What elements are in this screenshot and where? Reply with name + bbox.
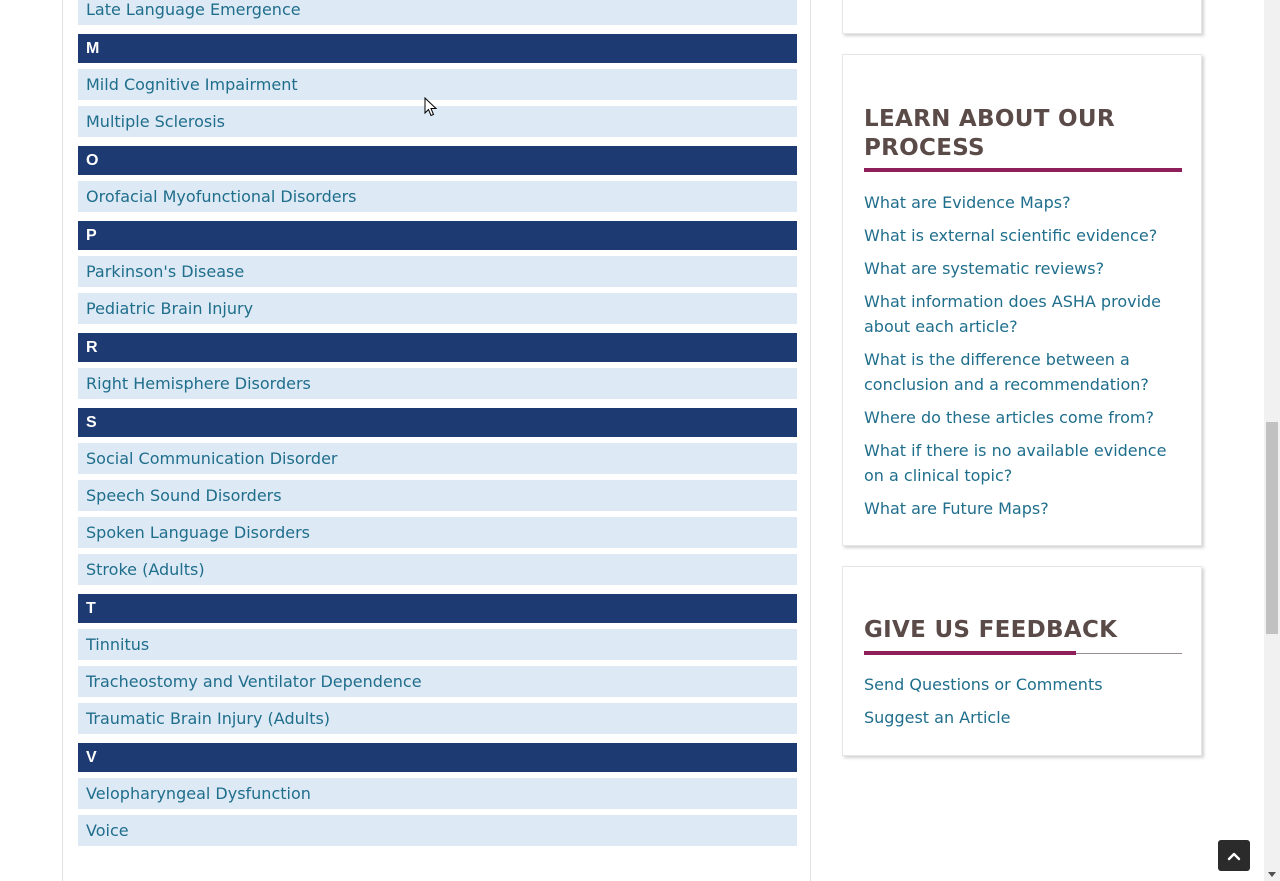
- chevron-up-icon: [1227, 851, 1241, 861]
- topic-link[interactable]: Right Hemisphere Disorders: [78, 368, 797, 399]
- feedback-panel-title: GIVE US FEEDBACK: [864, 617, 1118, 643]
- topic-link[interactable]: Mild Cognitive Impairment: [78, 69, 797, 100]
- topic-group: [78, 221, 797, 324]
- topic-link[interactable]: Parkinson's Disease: [78, 256, 797, 287]
- topic-link[interactable]: Voice: [78, 815, 797, 846]
- topic-group: [78, 146, 797, 212]
- topic-link[interactable]: Orofacial Myofunctional Disorders: [78, 181, 797, 212]
- learn-link[interactable]: What are Future Maps?: [864, 499, 1049, 518]
- letter-header: R: [78, 333, 797, 362]
- topic-link[interactable]: Late Language Emergence: [78, 0, 797, 25]
- page-scrollbar[interactable]: [1264, 0, 1280, 881]
- learn-link[interactable]: What are systematic reviews?: [864, 259, 1105, 278]
- letter-header: T: [78, 594, 797, 623]
- topic-link[interactable]: Tinnitus: [78, 629, 797, 660]
- learn-link[interactable]: What is external scientific evidence?: [864, 226, 1158, 245]
- learn-link[interactable]: What are Evidence Maps?: [864, 193, 1071, 212]
- topic-link[interactable]: Spoken Language Disorders: [78, 517, 797, 548]
- sidebar-panel-top: [842, 0, 1202, 34]
- topic-list: [78, 0, 797, 855]
- learn-link[interactable]: What is the difference between a conclusion and a recommendation?: [864, 350, 1149, 394]
- letter-header: V: [78, 743, 797, 772]
- topic-group: [78, 594, 797, 734]
- topic-link[interactable]: Pediatric Brain Injury: [78, 293, 797, 324]
- letter-header: O: [78, 146, 797, 175]
- topic-group: [78, 0, 797, 25]
- feedback-panel: [842, 566, 1202, 756]
- letter-header: S: [78, 408, 797, 437]
- topic-link[interactable]: Speech Sound Disorders: [78, 480, 797, 511]
- learn-panel-title: LEARN ABOUT OUR PROCESS: [864, 106, 1115, 161]
- topic-link[interactable]: Tracheostomy and Ventilator Dependence: [78, 666, 797, 697]
- learn-link[interactable]: What if there is no available evidence on a clinical topic?: [864, 441, 1167, 485]
- mouse-pointer-icon: [424, 97, 438, 117]
- scrollbar-thumb[interactable]: [1266, 422, 1278, 634]
- letter-header: P: [78, 221, 797, 250]
- learn-link-list: [864, 190, 1184, 529]
- learn-title-rule: [864, 168, 1182, 172]
- topic-group: [78, 34, 797, 137]
- feedback-link-list: [864, 672, 1184, 738]
- topic-link[interactable]: Velopharyngeal Dysfunction: [78, 778, 797, 809]
- topic-group: [78, 333, 797, 399]
- feedback-link[interactable]: Send Questions or Comments: [864, 675, 1103, 694]
- topic-group: [78, 743, 797, 846]
- topic-link[interactable]: Multiple Sclerosis: [78, 106, 797, 137]
- scroll-down-arrow-icon[interactable]: [1268, 872, 1276, 877]
- feedback-link[interactable]: Suggest an Article: [864, 708, 1011, 727]
- feedback-title-accent-rule: [864, 651, 1076, 655]
- learn-link[interactable]: Where do these articles come from?: [864, 408, 1154, 427]
- learn-link[interactable]: What information does ASHA provide about each article?: [864, 292, 1162, 336]
- topic-link[interactable]: Traumatic Brain Injury (Adults): [78, 703, 797, 734]
- topic-list-panel: [62, 0, 811, 881]
- back-to-top-button[interactable]: [1218, 840, 1250, 871]
- letter-header: M: [78, 34, 797, 63]
- topic-link[interactable]: Social Communication Disorder: [78, 443, 797, 474]
- topic-group: [78, 408, 797, 585]
- topic-link[interactable]: Stroke (Adults): [78, 554, 797, 585]
- learn-panel: [842, 54, 1202, 546]
